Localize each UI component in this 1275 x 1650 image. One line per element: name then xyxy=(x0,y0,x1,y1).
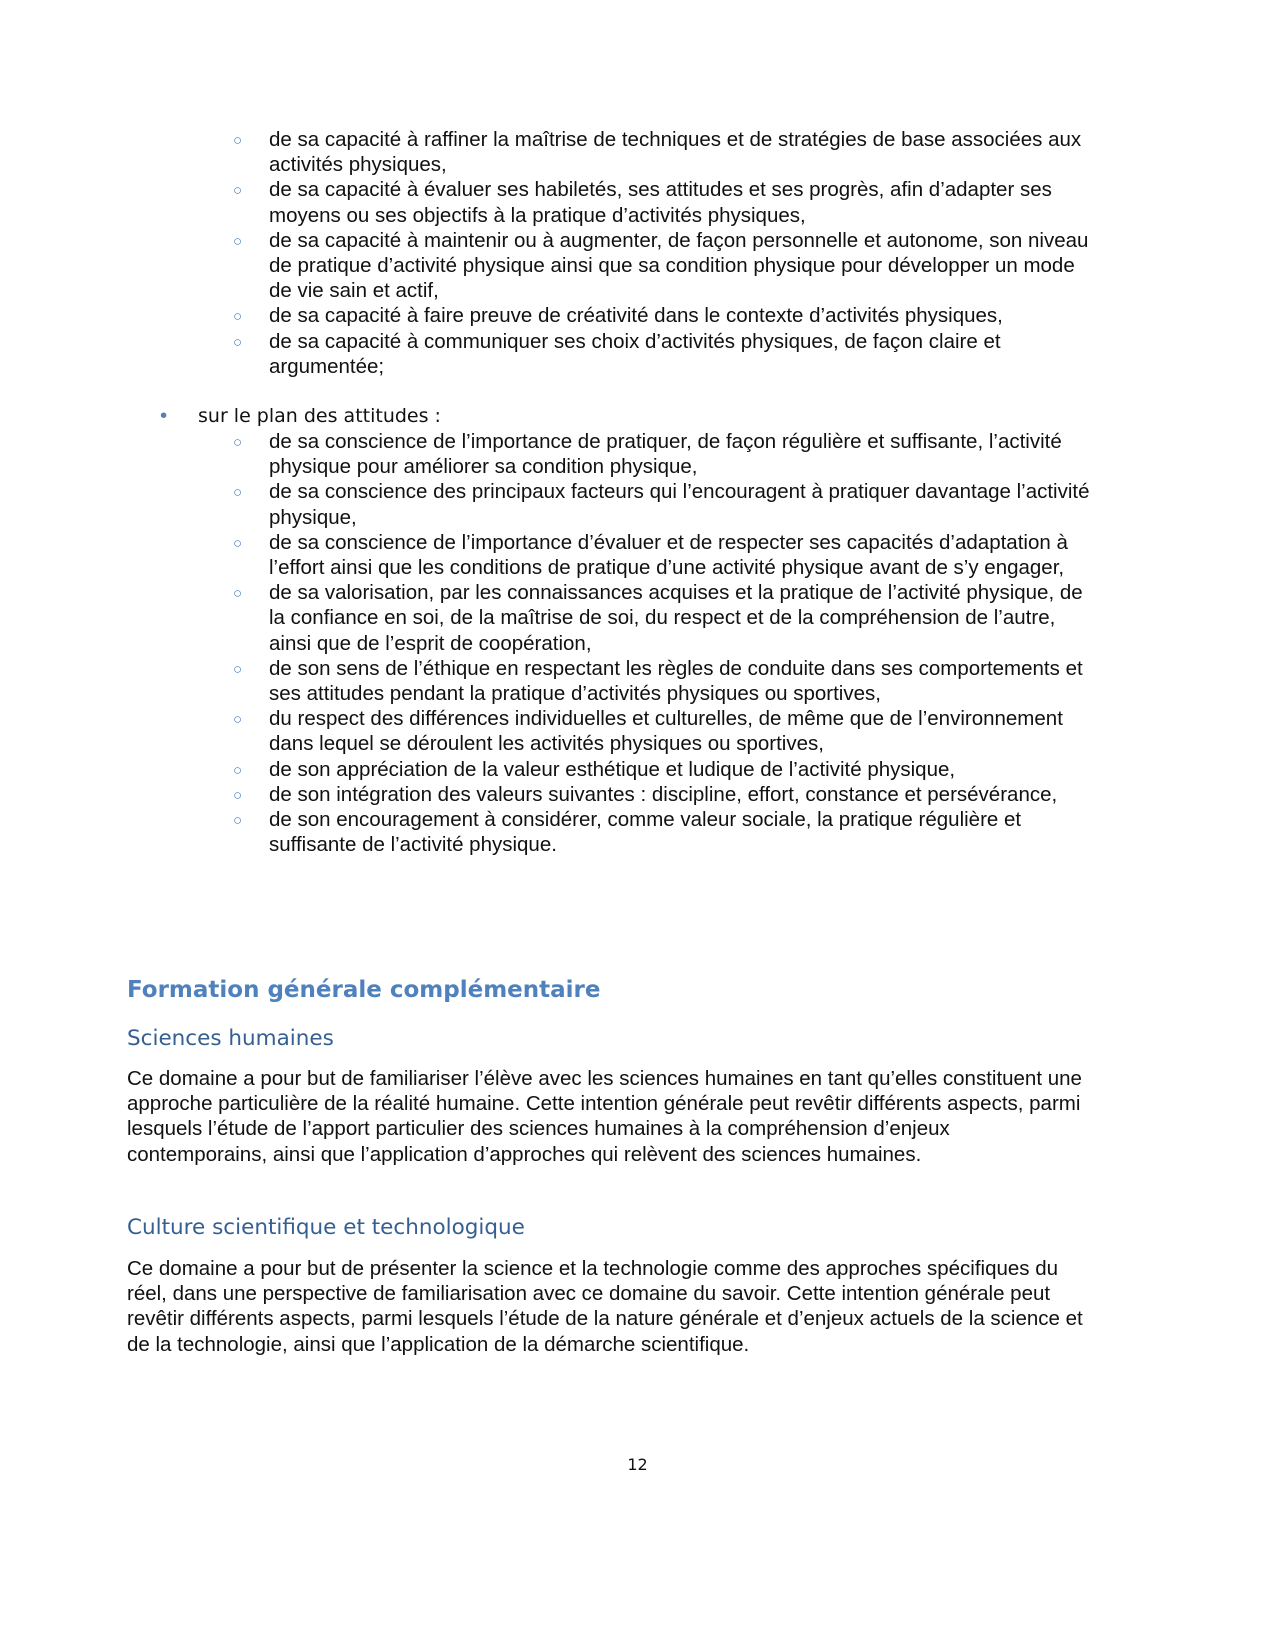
circle-bullet-icon: ○ xyxy=(233,182,243,200)
circle-bullet-icon: ○ xyxy=(233,660,243,678)
page-number: 12 xyxy=(627,1455,648,1474)
subheading-sciences-humaines: Sciences humaines xyxy=(127,1026,334,1051)
circle-bullet-icon: ○ xyxy=(233,711,243,729)
list-item xyxy=(233,757,1093,782)
list-item-text: de sa capacité à maintenir ou à augmenter, de façon personnelle et autonome, son niveau de pratique d’activité physique ainsi que sa condition physique pour développer un mode de vie sain et actif, xyxy=(269,228,1089,303)
circle-bullet-icon: ○ xyxy=(233,308,243,326)
circle-bullet-icon: ○ xyxy=(233,333,243,351)
attitudes-bullet xyxy=(160,403,1060,429)
list-item xyxy=(233,530,1093,580)
bullet-icon: • xyxy=(160,404,168,427)
list-item xyxy=(233,228,1093,304)
list-item xyxy=(233,580,1093,656)
circle-bullet-icon: ○ xyxy=(233,534,243,552)
list-item-text: de sa conscience de l’importance d’évaluer et de respecter ses capacités d’adaptation à l’effort ainsi que les conditions de pratique d’une activité physique avant de s’y engager, xyxy=(269,530,1068,580)
list-item-text: de sa valorisation, par les connaissances acquises et la pratique de l’activité physique, de la confiance en soi, de la maîtrise de soi, du respect et de la compréhension de l’autre, ainsi que de l’esprit de coopération, xyxy=(269,581,1083,655)
list-item-text: de sa capacité à raffiner la maîtrise de techniques et de stratégies de base associées aux activités physiques, xyxy=(269,128,1082,177)
list-item-text: de son sens de l’éthique en respectant les règles de conduite dans ses comportements et ses attitudes pendant la pratique d’activités physiques ou sportives, xyxy=(269,656,1083,706)
list-item xyxy=(233,782,1093,807)
list-item xyxy=(233,807,1093,857)
paragraph-culture-scientifique: Ce domaine a pour but de présenter la science et la technologie comme des approches spécifiques du réel, dans une perspective de familiarisation avec ce domaine du savoir. Cette intention générale peut revêtir différents aspects, parmi lesquels l’étude de la nature générale et d’enjeux actuels de la science et de la technologie, ainsi que l’application de la démarche scientifique. xyxy=(127,1257,1083,1356)
list-item xyxy=(233,656,1093,706)
list-item-text: du respect des différences individuelles et culturelles, de même que de l’environnement dans lequel se déroulent les activités physiques ou sportives, xyxy=(269,707,1063,756)
list-item xyxy=(233,127,1093,177)
circle-bullet-icon: ○ xyxy=(233,132,243,149)
attitudes-sublist xyxy=(233,429,1093,857)
list-item-text: de sa conscience de l’importance de pratiquer, de façon régulière et suffisante, l’activité physique pour améliorer sa condition physique, xyxy=(269,430,1062,479)
list-item-text: de sa capacité à évaluer ses habiletés, ses attitudes et ses progrès, afin d’adapter ses moyens ou ses objectifs à la pratique d’activités physiques, xyxy=(269,178,1052,227)
section-heading: Formation générale complémentaire xyxy=(127,977,601,1003)
list-item xyxy=(233,329,1093,379)
circle-bullet-icon: ○ xyxy=(233,434,243,451)
list-item-text: de sa conscience des principaux facteurs qui l’encouragent à pratiquer davantage l’activité physique, xyxy=(269,480,1090,529)
circle-bullet-icon: ○ xyxy=(233,812,243,830)
circle-bullet-icon: ○ xyxy=(233,484,243,502)
circle-bullet-icon: ○ xyxy=(233,786,243,804)
list-item xyxy=(233,429,1093,479)
paragraph-sciences-humaines: Ce domaine a pour but de familiariser l’élève avec les sciences humaines en tant qu’elles constituent une approche particulière de la réalité humaine. Cette intention générale peut revêtir différents aspects, parmi lesquels l’étude de l’apport particulier des sciences humaines à la compréhension d’enjeux contemporains, ainsi que l’application d’approches qui relèvent des sciences humaines. xyxy=(127,1067,1082,1166)
list-item-text: de sa capacité à communiquer ses choix d’activités physiques, de façon claire et argumentée; xyxy=(269,329,1001,378)
circle-bullet-icon: ○ xyxy=(233,585,243,603)
list-item xyxy=(233,303,1093,328)
list-item-text: de son intégration des valeurs suivantes : discipline, effort, constance et persévérance, xyxy=(269,782,1058,806)
list-item xyxy=(233,706,1093,756)
skills-sublist xyxy=(233,127,1093,379)
list-item-text: de son encouragement à considérer, comme valeur sociale, la pratique régulière et suffisante de l’activité physique. xyxy=(269,808,1022,857)
list-item-text: de sa capacité à faire preuve de créativité dans le contexte d’activités physiques, xyxy=(269,304,1003,328)
circle-bullet-icon: ○ xyxy=(233,761,243,779)
list-item-text: de son appréciation de la valeur esthétique et ludique de l’activité physique, xyxy=(269,757,956,781)
list-item xyxy=(233,479,1093,529)
list-item xyxy=(233,177,1093,227)
subheading-culture-scientifique: Culture scientifique et technologique xyxy=(127,1215,525,1240)
attitudes-label: sur le plan des attitudes : xyxy=(198,405,441,427)
circle-bullet-icon: ○ xyxy=(233,232,243,250)
